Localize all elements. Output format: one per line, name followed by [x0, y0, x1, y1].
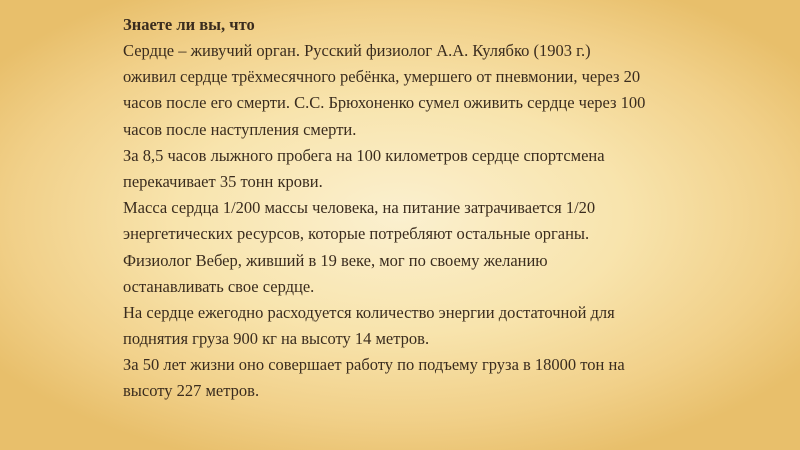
text-line: высоту 227 метров.	[123, 381, 260, 401]
text-line: останавливать свое сердце.	[123, 276, 315, 296]
slide-text-block	[123, 12, 773, 405]
text-line: За 8,5 часов лыжного пробега на 100 километров сердце спортсмена	[123, 145, 605, 165]
text-line: часов после его смерти. С.С. Брюхоненко сумел оживить сердце через 100	[123, 93, 646, 113]
text-line: поднятия груза 900 кг на высоту 14 метров.	[123, 329, 430, 349]
text-line: энергетических ресурсов, которые потребляют остальные органы.	[123, 224, 590, 244]
text-line: Сердце – живучий орган. Русский физиолог А.А. Кулябко (1903 г.)	[123, 41, 591, 60]
text-line: Масса сердца 1/200 массы человека, на питание затрачивается 1/20	[123, 198, 596, 218]
text-line: За 50 лет жизни оно совершает работу по подъему груза в 18000 тон на	[123, 355, 625, 375]
text-line: На сердце ежегодно расходуется количество энергии достаточной для	[123, 302, 615, 322]
text-line: перекачивает 35 тонн крови.	[123, 171, 323, 191]
text-line: часов после наступления смерти.	[123, 119, 357, 139]
text-line: оживил сердце трёхмесячного ребёнка, умершего от пневмонии, через 20	[123, 67, 641, 87]
text-line: Физиолог Вебер, живший в 19 веке, мог по своему желанию	[123, 250, 548, 270]
slide-heading: Знаете ли вы, что	[123, 15, 255, 34]
